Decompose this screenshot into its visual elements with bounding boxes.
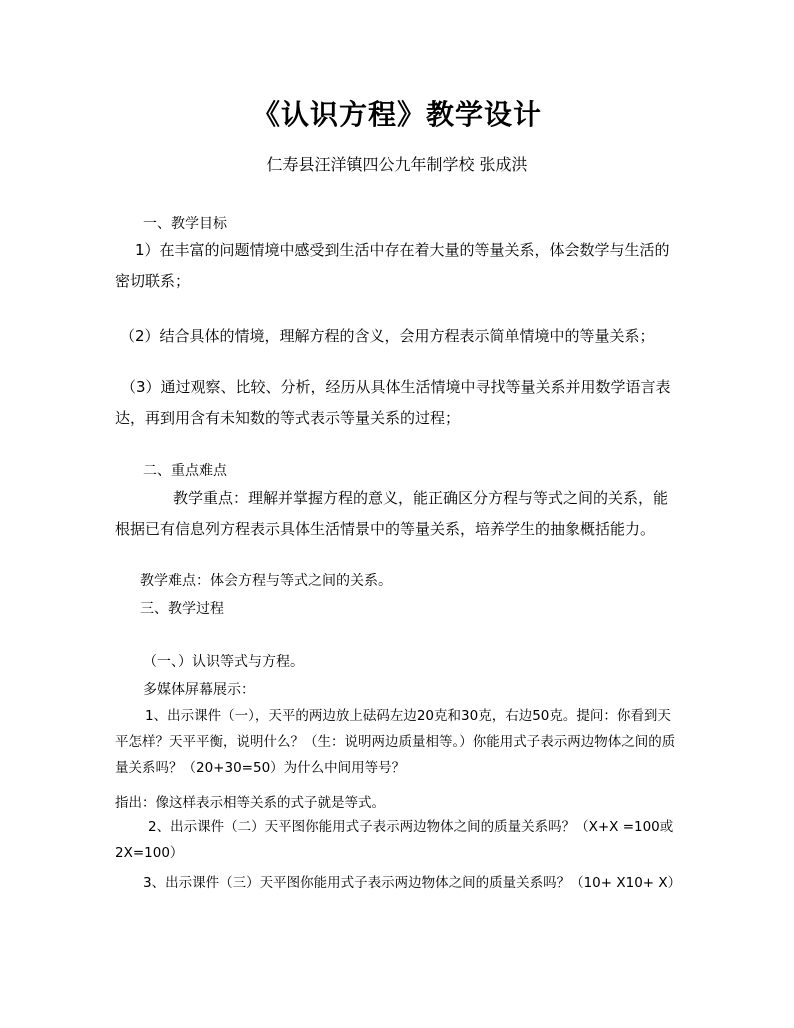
goals-heading: 一、教学目标 (143, 216, 227, 232)
point-out: 指出：像这样表示相等关系的式子就是等式。 (115, 795, 385, 811)
item-3: 3、出示课件（三）天平图你能用式子表示两边物体之间的质量关系吗？（10+ X10+ X） (143, 875, 682, 891)
goal-3: （3）通过观察、比较、分析，经历从具体生活情境中寻找等量关系并用数学语言表达，再到用含有未知数的等式表示等量关系的过程； (115, 378, 671, 427)
goal-2: （2）结合具体的情境，理解方程的含义，会用方程表示简单情境中的等量关系； (120, 327, 655, 345)
author-line: 仁寿县汪洋镇四公九年制学校 张成洪 (266, 155, 528, 174)
document-title: 《认识方程》教学设计 (251, 98, 542, 131)
difficulty: 教学难点：体会方程与等式之间的关系。 (140, 573, 392, 589)
step-1-heading: （一、）认识等式与方程。 (143, 654, 304, 670)
item-1: 1、出示课件（一），天平的两边放上砝码左边20克和30克，右边50克。提问：你看到天平怎样？天平平衡，说明什么？（生：说明两边质量相等。）你能用式子表示两边物体之间的质量关系吗？（20+30=50）为什么中间用等号？ (115, 708, 676, 776)
key-heading: 二、重点难点 (143, 463, 227, 479)
process-heading: 三、教学过程 (140, 601, 224, 617)
goal-1: 1）在丰富的问题情境中感受到生活中存在着大量的等量关系，体会数学与生活的密切联系； (115, 241, 670, 290)
item-2: 2、出示课件（二）天平图你能用式子表示两边物体之间的质量关系吗？（X+X =100或2X=100） (115, 819, 674, 861)
multimedia-label: 多媒体屏幕展示： (143, 682, 255, 698)
key-point: 教学重点：理解并掌握方程的意义，能正确区分方程与等式之间的关系，能根据已有信息列方程表示具体生活情景中的等量关系，培养学生的抽象概括能力。 (115, 489, 669, 538)
